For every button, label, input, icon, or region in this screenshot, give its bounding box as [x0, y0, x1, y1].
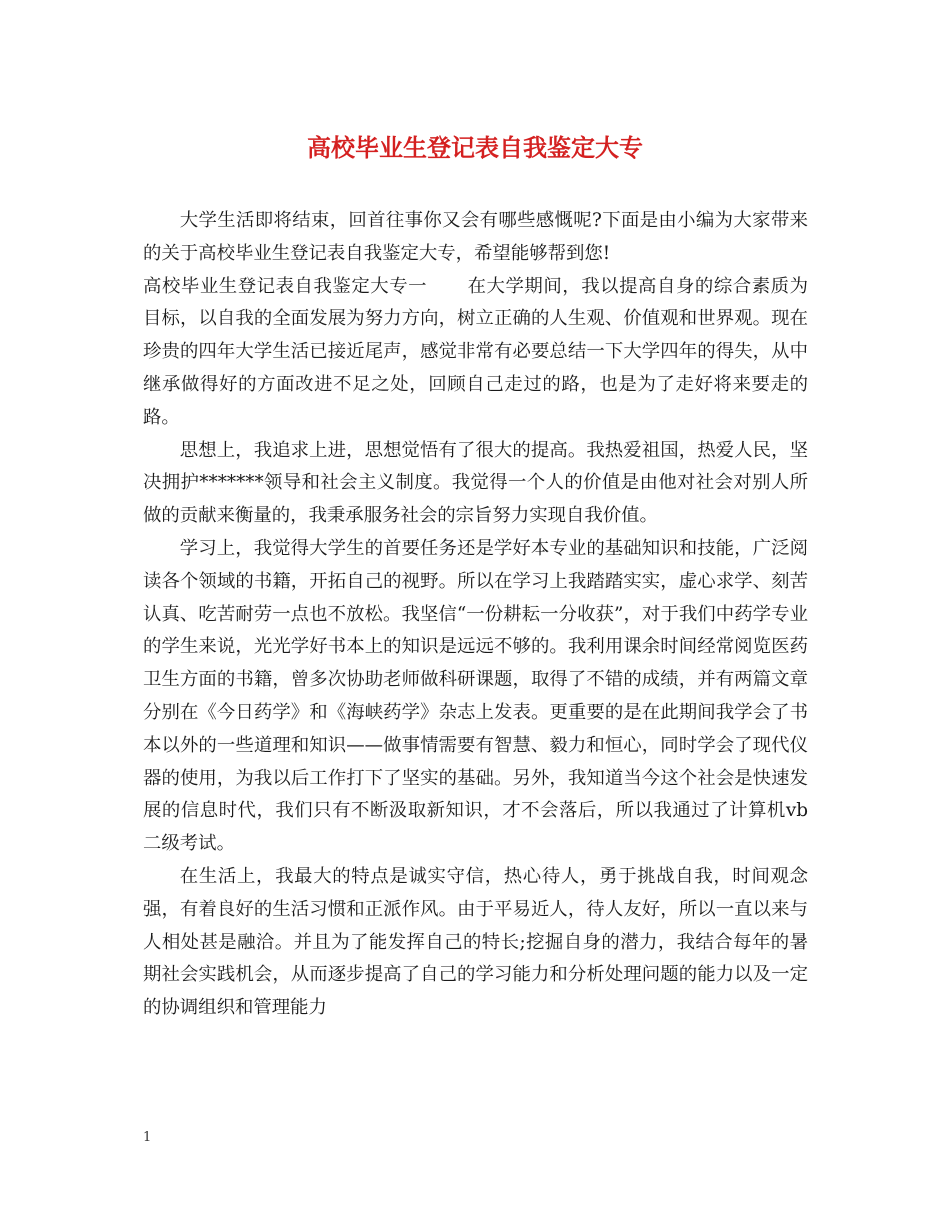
- paragraph-study: 学习上，我觉得大学生的首要任务还是学好本专业的基础知识和技能，广泛阅读各个领域的书籍，开拓自己的视野。所以在学习上我踏踏实实，虚心求学、刻苦认真、吃苦耐劳一点也不放松。我坚信“一份耕耘一分收获”，对于我们中药学专业的学生来说，光光学好书本上的知识是远远不够的。我利用课余时间经常阅览医药卫生方面的书籍，曾多次协助老师做科研课题，取得了不错的成绩，并有两篇文章分别在《今日药学》和《海峡药学》杂志上发表。更重要的是在此期间我学会了书本以外的一些道理和知识——做事情需要有智慧、毅力和恒心，同时学会了现代仪器的使用，为我以后工作打下了坚实的基础。另外，我知道当今这个社会是快速发展的信息时代，我们只有不断汲取新知识，才不会落后，所以我通过了计算机vb二级考试。: [143, 537, 808, 855]
- section-paragraph: [143, 271, 808, 435]
- section-first-paragraph: 在大学期间，我以提高自身的综合素质为目标，以自我的全面发展为努力方向，树立正确的人生观、价值观和世界观。现在珍贵的四年大学生活已接近尾声，感觉非常有必要总结一下大学四年的得失，从中继承做得好的方面改进不足之处，回顾自己走过的路，也是为了走好将来要走的路。: [143, 275, 808, 428]
- paragraph-thought: 思想上，我追求上进，思想觉悟有了很大的提高。我热爱祖国，热爱人民，坚决拥护*******领导和社会主义制度。我觉得一个人的价值是由他对社会对别人所做的贡献来衡量的，我秉承服务社会的宗旨努力实现自我价值。: [143, 439, 808, 527]
- document-title: 高校毕业生登记表自我鉴定大专: [307, 133, 643, 162]
- document-body: [143, 205, 808, 1025]
- paragraph-life: 在生活上，我最大的特点是诚实守信，热心待人，勇于挑战自我，时间观念强，有着良好的生活习惯和正派作风。由于平易近人，待人友好，所以一直以来与人相处甚是融洽。并且为了能发挥自己的特长;挖掘自身的潜力，我结合每年的暑期社会实践机会，从而逐步提高了自己的学习能力和分析处理问题的能力以及一定的协调组织和管理能力: [143, 865, 808, 1019]
- section-heading: 高校毕业生登记表自我鉴定大专一: [143, 275, 428, 297]
- page-number: 1: [143, 1130, 152, 1145]
- intro-paragraph: 大学生活即将结束，回首往事你又会有哪些感慨呢?下面是由小编为大家带来的关于高校毕业生登记表自我鉴定大专，希望能够帮到您!: [143, 210, 808, 264]
